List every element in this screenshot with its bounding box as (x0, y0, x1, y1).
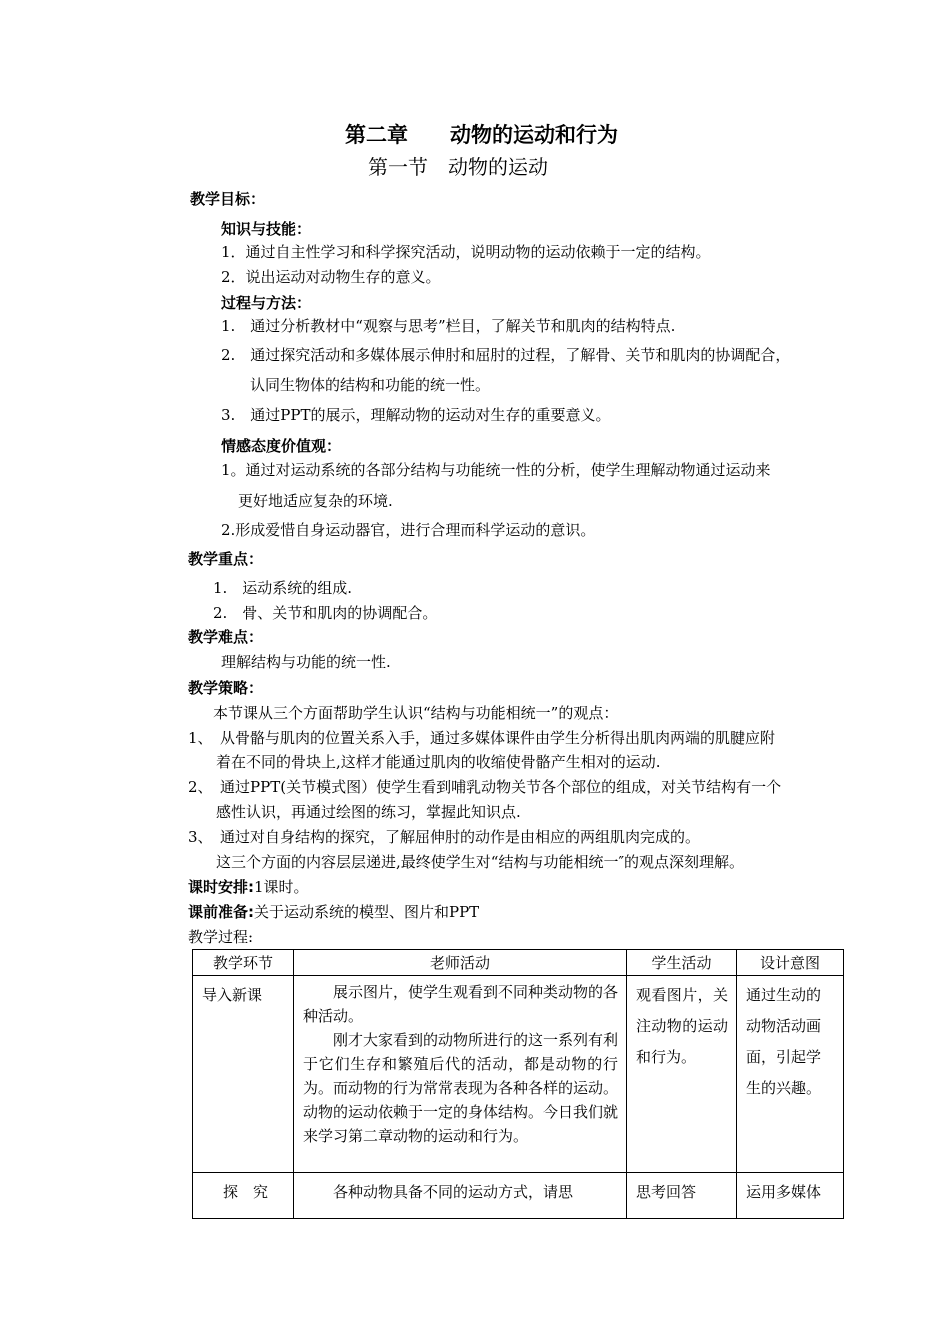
strategy-item: 2、 通过PPT(关节模式图）使学生看到哺乳动物关节各个部位的组成，对关节结构有一个 (188, 778, 782, 796)
key-item: 2. 骨、关节和肌肉的协调配合。 (213, 604, 438, 622)
table-header-cell: 设计意图 (737, 950, 844, 976)
goals-heading: 教学目标： (190, 190, 266, 208)
knowledge-item: 1．通过自主性学习和科学探究活动，说明动物的运动依赖于一定的结构。 (221, 243, 711, 261)
intent-cell (737, 976, 844, 1173)
teacher-activity-paragraph: 各种动物具备不同的运动方式，请思 (333, 1183, 574, 1201)
table-header-cell: 教学环节 (193, 950, 294, 976)
attitude-item-continued: 更好地适应复杂的环境. (238, 492, 393, 510)
process-heading: 过程与方法： (221, 294, 312, 312)
key-item: 1. 运动系统的组成. (213, 579, 353, 597)
attitude-item: 2.形成爱惜自身运动器官，进行合理而科学运动的意识。 (221, 521, 596, 539)
student-activity-text: 思考回答 (636, 1183, 697, 1201)
strategy-intro: 本节课从三个方面帮助学生认识“结构与功能相统一”的观点： (213, 704, 619, 722)
teacher-activity-paragraph: 刚才大家看到的动物所进行的这一系列有利于它们生存和繁殖后代的活动，都是动物的行为。而动物的行为常常表现为各种各样的运动。动物的运动依赖于一定的身体结构。今日我们就来学习第二章动物的运动和行为。 (303, 1031, 619, 1145)
teacher-activity-paragraph: 展示图片，使学生观看到不同种类动物的各种活动。 (303, 983, 619, 1025)
prep-label: 课前准备: (188, 903, 254, 921)
schedule-line (188, 877, 309, 897)
student-cell (627, 1173, 737, 1219)
section-title: 第一节 动物的运动 (368, 155, 548, 179)
design-intent-text: 通过生动的动物活动画面，引起学生的兴趣。 (746, 986, 822, 1097)
stage-cell (193, 976, 294, 1173)
strategy-heading: 教学策略： (188, 679, 264, 697)
student-activity-text: 观看图片，关注动物的运动和行为。 (636, 986, 728, 1066)
teacher-cell (294, 976, 627, 1173)
process-item: 1. 通过分析教材中“观察与思考”栏目，了解关节和肌肉的结构特点. (221, 317, 676, 335)
strategy-item-continued: 感性认识，再通过绘图的练习，掌握此知识点. (216, 803, 521, 821)
table-row (193, 976, 844, 1173)
attitude-item: 1。通过对运动系统的各部分结构与功能统一性的分析，使学生理解动物通过运动来 (221, 461, 771, 479)
design-intent-text: 运用多媒体 (746, 1183, 822, 1201)
stage-text: 探 究 (223, 1183, 269, 1201)
strategy-item: 3、 通过对自身结构的探究，了解屈伸肘的动作是由相应的两组肌肉完成的。 (188, 828, 701, 846)
strategy-item-continued: 着在不同的骨块上,这样才能通过肌肉的收缩使骨骼产生相对的运动. (216, 753, 661, 771)
table-header-row (193, 950, 844, 976)
table-header-cell: 学生活动 (627, 950, 737, 976)
stage-cell (193, 1173, 294, 1219)
table-row (193, 1173, 844, 1219)
attitude-heading: 情感态度价值观： (221, 437, 342, 455)
process-label: 教学过程: (188, 928, 254, 946)
strategy-conclusion: 这三个方面的内容层层递进,最终使学生对“结构与功能相统一″的观点深刻理解。 (216, 853, 745, 871)
process-item-continued: 认同生物体的结构和功能的统一性。 (250, 376, 491, 394)
student-cell (627, 976, 737, 1173)
stage-text: 导入新课 (202, 986, 263, 1004)
table-header-cell: 老师活动 (294, 950, 627, 976)
teacher-cell (294, 1173, 627, 1219)
chapter-title: 第二章 动物的运动和行为 (345, 123, 618, 147)
knowledge-item: 2．说出运动对动物生存的意义。 (221, 268, 441, 286)
process-item: 2. 通过探究活动和多媒体展示伸肘和屈肘的过程，了解骨、关节和肌肉的协调配合， (221, 346, 791, 364)
intent-cell (737, 1173, 844, 1219)
prep-line (188, 902, 479, 922)
strategy-item: 1、 从骨骼与肌肉的位置关系入手，通过多媒体课件由学生分析得出肌肉两端的肌腱应附 (188, 729, 776, 747)
difficulty-heading: 教学难点： (188, 628, 264, 646)
process-item: 3. 通过PPT的展示，理解动物的运动对生存的重要意义。 (221, 406, 611, 424)
knowledge-heading: 知识与技能： (221, 220, 312, 238)
difficulty-text: 理解结构与功能的统一性. (221, 653, 391, 671)
schedule-label: 课时安排: (188, 878, 254, 896)
prep-value: 关于运动系统的模型、图片和PPT (254, 903, 480, 921)
schedule-value: 1课时。 (254, 878, 309, 896)
lesson-process-table (192, 949, 844, 1219)
key-heading: 教学重点： (188, 550, 264, 568)
